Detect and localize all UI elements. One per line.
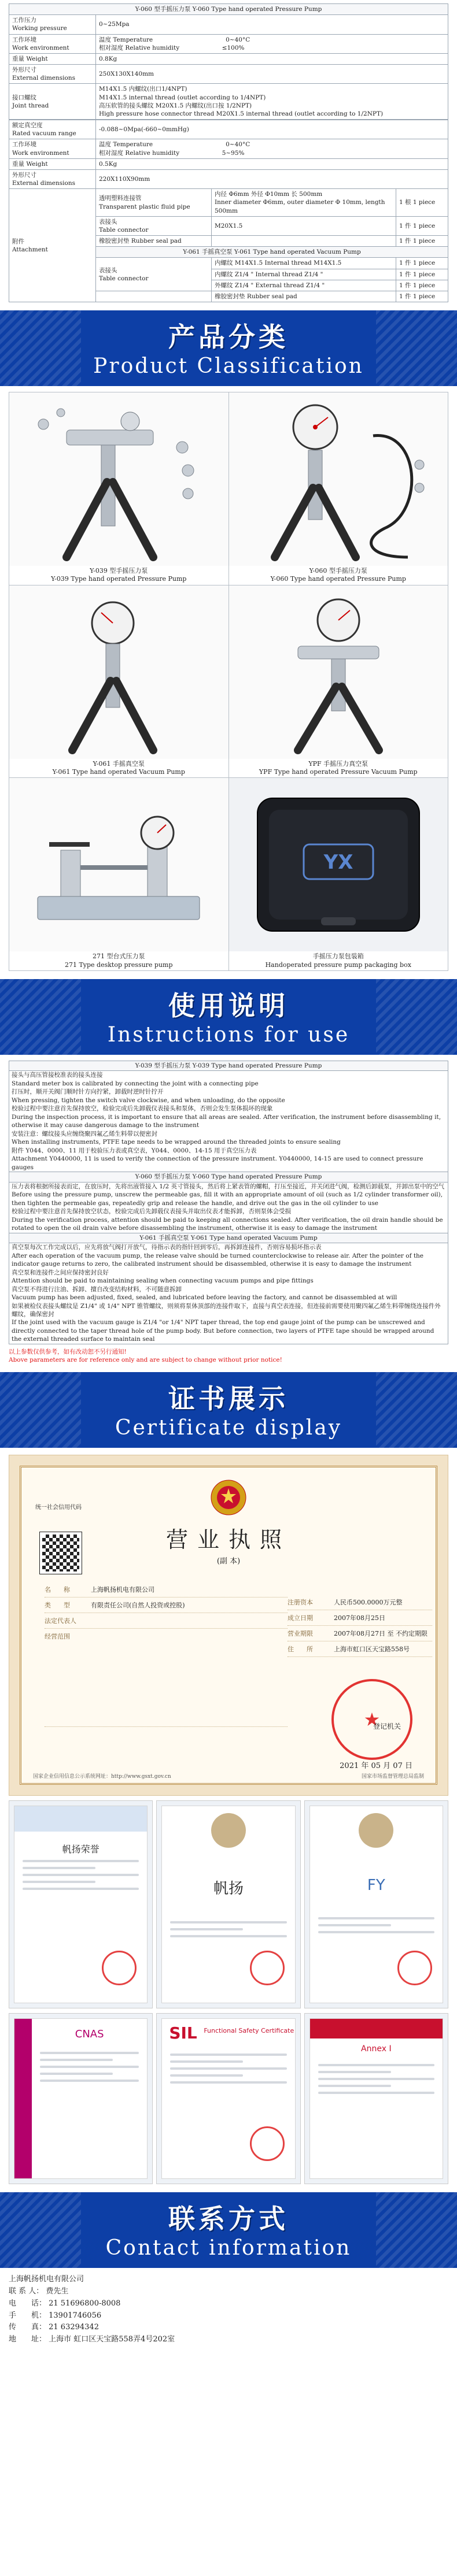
text-line xyxy=(40,2066,139,2068)
license-row xyxy=(45,1629,288,1727)
spec-value: 0.8Kg xyxy=(96,53,448,64)
stamp-icon xyxy=(102,1951,137,1985)
spec-y060-table xyxy=(9,3,448,120)
attachment-qty: 1 件 1 piece xyxy=(396,269,448,280)
instructions-text: 接头与高压管接校准表的接头连接 Standard meter box is calibrated by connecting the joint with a connecting pipe 打压时，顺开关阀门顺时针方向拧紧，卸载时逆时针拧开 When pressing, tighten the switch valve clockwise, and when unloading, do the opposite 校验过程中要注意首先保持放空，检验完成后先卸载仪表接头和泵体，否则会发生泵体损坏的现象 During the inspection process, it is important to ensure that all areas are sealed. After verification, the instrument before disassembling it, otherwise it may cause dangerous damage to the instrument 安装注意：螺纹接头应缠绕聚四氟乙烯生料带以便密封 When installing instruments, PTFE tape needs to be wrapped around the threaded joints to ensure sealing 附件 Y044、0000、11 用于校验压力表或真空表，Y044、0000、14-15 用于真空压力表 Attachment Y0440000, 11 is used to verify the connection of the pressure instrument. Y0440000, 14-15 are used to connect pressure gauges xyxy=(12,1072,441,1171)
text-line xyxy=(170,2074,243,2077)
table-row xyxy=(9,169,448,188)
contact-address: 地 址： 上海市 虹口区天宝路558弄4号202室 xyxy=(9,2335,175,2344)
license-value: 2007年08月25日 xyxy=(334,1614,385,1622)
license-rows xyxy=(45,1582,288,1727)
license-title: 营业执照 xyxy=(165,1527,291,1553)
pump-illustration-icon xyxy=(14,781,223,948)
certificate-card xyxy=(304,1800,448,2008)
product-image-box xyxy=(229,778,448,951)
certificate-document xyxy=(309,2018,443,2179)
product-caption: Y-039 型手摇压力泵 Y-039 Type hand operated Pressure Pump xyxy=(51,567,187,583)
text-line xyxy=(40,2080,139,2082)
license-key: 名 称 xyxy=(45,1586,70,1594)
banner-title-cn: 使用说明 xyxy=(168,989,289,1021)
license-key: 成立日期 xyxy=(288,1614,313,1622)
attachment-label: 附件 Attachment xyxy=(9,189,96,302)
text-line xyxy=(23,1874,139,1876)
license-key: 住 所 xyxy=(288,1645,313,1654)
contact-mobile: 手 机： 13901746056 xyxy=(9,2311,102,2320)
license-value: 人民币500.0000万元整 xyxy=(334,1599,403,1607)
certificate-row-1 xyxy=(9,1800,448,2008)
license-row xyxy=(288,1610,432,1626)
spec-value: 温度 Temperature 0~40°C 相对湿度 Relative humidity 5~95% xyxy=(96,139,448,158)
product-image-ypf xyxy=(229,585,448,759)
attachment-desc: 外螺纹 Z1/4 " External thread Z1/4 " xyxy=(212,280,396,291)
certificate-card xyxy=(156,1800,300,2008)
attachment-qty: 1 件 1 piece xyxy=(396,291,448,302)
spec-value: 0~25Mpa xyxy=(96,15,448,34)
table-row xyxy=(9,15,448,34)
license-row xyxy=(288,1626,432,1641)
instructions-text: 真空泵每次工作完成以后，应先将放气阀打开放气，待指示表的指针回到零后，再拆卸连接件，否则容易损坏指示表 After each operation of the vacuum pump, the release valve should be turned counterclockwise to release air. After the pointer of the indicator gauge returns to zero, the calibrated instrument should be disassembled, otherwise it is easy to damage the instrument 真空泵和连接件之间应保持密封良好 Attention should be paid to maintaining sealing when connecting vacuum pumps and pipe fittings 真空泵不得进行注油、拆卸、擅自改变结构材料，不可随意拆卸 Vacuum pump has been adjusted, fixed, sealed, and lubricated before leaving the factory, and cannot be disassembled at will 如果被检仪表接头螺纹是 Z1/4" 或 1/4" NPT 锥管螺纹，则须将泵体顶部的连接件取下，直接与真空表连接，但连接前需要使用聚四氟乙烯生料带缠绕连接件外螺纹，确保密封 If the joint used with the vacuum gauge is Z1/4 "or 1/4" NPT taper thread, the top end gauge joint of the pump can be unscrewed and directly connected to the taper thread hole of the pump body. But before connection, two layers of PTFE tape should be wrapped around the external threaded surface to maintain seal xyxy=(12,1244,441,1343)
spec-value: M14X1.5 内螺纹(出口1/4NPT) M14X1.5 internal thread (outlet according to 1/4NPT) 高压软管的接头螺纹 M20X1.5 内螺纹(出口按 1/2NPT) High pressure hose connector thread M20X1.5 internal thread (outlet according to 1/2NPT) xyxy=(96,84,448,120)
product-card-ypf xyxy=(229,585,449,779)
certificate-card xyxy=(304,2013,448,2184)
text-line xyxy=(170,1921,286,1923)
license-key: 注册资本 xyxy=(288,1599,313,1607)
license-key: 营业期限 xyxy=(288,1630,313,1638)
text-line xyxy=(318,2071,391,2073)
table-row xyxy=(9,139,448,158)
contact-info xyxy=(9,2274,448,2346)
attachment-name xyxy=(96,291,212,302)
attachment-desc: M20X1.5 xyxy=(212,216,396,235)
stamp-icon xyxy=(250,2126,285,2161)
certificate-header xyxy=(14,1806,147,1832)
attachment-desc xyxy=(212,236,396,247)
license-row xyxy=(45,1613,288,1629)
license-value: 上海市虹口区天宝路558号 xyxy=(334,1645,410,1654)
pump-illustration-icon xyxy=(14,588,223,756)
certificate-document xyxy=(14,1806,148,2003)
spec-value: 250X130X140mm xyxy=(96,65,448,84)
attachment-name: 透明塑料连接管 Transparent plastic fluid pipe xyxy=(96,189,212,217)
product-grid xyxy=(9,392,448,971)
business-license-frame xyxy=(9,1455,448,1796)
banner-certificate xyxy=(0,1372,457,1448)
pump-illustration-icon xyxy=(14,395,223,563)
spec-value: 0.5Kg xyxy=(96,158,448,169)
spec-label: 接口螺纹 Joint thread xyxy=(9,84,96,120)
table-row xyxy=(9,84,448,120)
certificate-card xyxy=(9,1800,153,2008)
text-line xyxy=(23,1867,95,1869)
product-image-271 xyxy=(9,778,228,951)
spec-label: 重量 Weight xyxy=(9,158,96,169)
license-key: 类 型 xyxy=(45,1602,70,1610)
credit-code-label: 统一社会信用代码 xyxy=(35,1504,82,1511)
attachment-desc: 内螺纹 Z1/4 " Internal thread Z1/4 " xyxy=(212,269,396,280)
license-footer-left: 国家企业信用信息公示系统网址：http://www.gsxt.gov.cn xyxy=(33,1774,171,1780)
certificate-label: 帆扬 xyxy=(213,1880,244,1898)
attachment-qty: 1 根 1 piece xyxy=(396,189,448,217)
attachment-desc: 内径 Φ6mm 外径 Φ10mm 长 500mm Inner diameter Φ6mm, outer diameter Φ 10mm, length 500mm xyxy=(212,189,396,217)
spec-label: 工作压力 Working pressure xyxy=(9,15,96,34)
license-footer xyxy=(21,1772,436,1780)
license-date: 2021 年 05 月 07 日 xyxy=(340,1762,412,1771)
instructions-box xyxy=(9,1061,448,1344)
instructions-text: 压力表将根据所接表而定，在放压时，先将出液管接入 1/2 英寸管接头，然后将上紧表管的螺帽，打压至接近，并关闭进气阀，检测后卸载泵，并卸出泵中的空气 Before using the pressure pump, unscrew the permeable gas, fill it with an appropriate amount of oil (such as 1/2 cylinder transformer oil), then tighten the permeable gas, repeatedly grip and release the handle, and drive out the gas in the oil cylinder to use 校验过程中要注意首先保持放空状态，校验完成后先卸载仪表接头并取出仪表才能拆卸，否则泵体会受损 During the verification process, attention should be paid to keeping all connections sealed. After verification, the oil drain handle should be rotated to open the oil drain valve before disassembling the instrument, otherwise it is easy to damage the instrument xyxy=(12,1183,445,1232)
table-row xyxy=(9,120,448,139)
license-row xyxy=(288,1641,432,1657)
license-value: 2007年08月27日 至 不约定期限 xyxy=(334,1630,427,1638)
certificate-row-2 xyxy=(9,2013,448,2184)
certificate-label: 帆扬荣誉 xyxy=(62,1844,99,1855)
attachment-qty: 1 件 1 piece xyxy=(396,258,448,269)
certificate-sublabel: Functional Safety Certificate xyxy=(204,2027,294,2035)
spec-label: 重量 Weight xyxy=(9,53,96,64)
license-row xyxy=(45,1582,288,1598)
instructions-heading: Y-039 型手摇压力泵 Y-039 Type hand operated Pressure Pump xyxy=(9,1061,448,1071)
product-card-y039 xyxy=(9,392,229,585)
spec-y061-section xyxy=(0,120,457,302)
spec-label: 外形尺寸 External dimensions xyxy=(9,169,96,188)
spec-label: 工作环境 Work environment xyxy=(9,34,96,53)
text-line xyxy=(170,2067,286,2070)
product-card-y061 xyxy=(9,585,229,779)
license-key: 法定代表人 xyxy=(45,1617,76,1625)
certificate-document xyxy=(14,2018,148,2179)
license-authority: 登记机关 xyxy=(373,1722,401,1731)
text-line xyxy=(318,1924,391,1926)
license-subtitle: (副 本) xyxy=(216,1557,241,1566)
product-caption: 271 型台式压力泵 271 Type desktop pressure pump xyxy=(64,952,173,969)
certificate-label: FY xyxy=(367,1877,385,1895)
product-image-y039 xyxy=(9,392,228,566)
text-line xyxy=(23,1860,139,1862)
license-row xyxy=(288,1595,432,1610)
attachment-name: 表接头 Table connector xyxy=(96,258,212,291)
certificate-document xyxy=(161,1806,295,2003)
certificate-header xyxy=(310,2019,443,2038)
license-row xyxy=(45,1598,288,1613)
text-line xyxy=(170,2081,286,2084)
attachment-qty: 1 件 1 piece xyxy=(396,236,448,247)
text-line xyxy=(40,2073,113,2075)
table-row xyxy=(9,158,448,169)
banner-title-en: Contact information xyxy=(105,2236,352,2260)
notice-text: 以上参数仅供参考，如有改动恕不另行通知! Above parameters are for reference only and are subject to change without prior notice! xyxy=(9,1348,282,1364)
banner-title-cn: 联系方式 xyxy=(168,2203,289,2235)
spec-label: 工作环境 Work environment xyxy=(9,139,96,158)
spec-value: 220X110X90mm xyxy=(96,169,448,188)
text-line xyxy=(170,1928,243,1930)
trademark-emblem-icon xyxy=(211,1813,246,1848)
certificate-card xyxy=(9,2013,153,2184)
spec-label: 额定真空度 Rated vacuum range xyxy=(9,120,96,139)
table-row xyxy=(9,53,448,64)
contact-phone: 电 话： 21 51696800-8008 xyxy=(9,2299,121,2308)
certificate-side-bar xyxy=(14,2019,32,2178)
stamp-icon xyxy=(397,1951,432,1985)
qr-code-icon xyxy=(40,1532,82,1574)
red-seal-icon: ★ xyxy=(331,1679,412,1760)
text-line xyxy=(170,2060,243,2063)
product-caption: Y-061 手摇真空泵 Y-061 Type hand operated Vacuum Pump xyxy=(52,759,185,776)
text-line xyxy=(318,1917,434,1919)
text-line xyxy=(318,2085,391,2087)
contact-person: 联 系 人： 费先生 xyxy=(9,2287,69,2296)
attachment-name: 橡胶密封垫 Rubber seal pad xyxy=(96,236,212,247)
text-line xyxy=(170,1935,286,1937)
certificate-document xyxy=(161,2018,295,2179)
product-caption: YPF 手摇压力真空泵 YPF Type hand operated Pressure Vacuum Pump xyxy=(259,759,418,776)
banner-contact xyxy=(0,2192,457,2268)
text-line xyxy=(23,1881,95,1883)
banner-title-en: Product Classification xyxy=(93,354,364,379)
certificate-label: CNAS xyxy=(75,2028,104,2041)
spec-subtitle: Y-061 手摇真空泵 Y-061 Type hand operated Vacuum Pump xyxy=(96,247,448,258)
attachment-desc: 内螺纹 M14X1.5 Internal thread M14X1.5 xyxy=(212,258,396,269)
contact-fax: 传 真： 21 63294342 xyxy=(9,2323,99,2332)
banner-title-cn: 产品分类 xyxy=(168,321,289,353)
spec-label: 外形尺寸 External dimensions xyxy=(9,65,96,84)
certificate-label: SIL xyxy=(169,2023,197,2043)
spec-y061-table xyxy=(9,120,448,302)
text-line xyxy=(318,2064,434,2066)
stamp-icon xyxy=(250,1951,285,1985)
banner-title-cn: 证书展示 xyxy=(168,1383,289,1415)
text-line xyxy=(40,2052,139,2054)
license-value: 上海帆扬机电有限公司 xyxy=(91,1586,154,1594)
instructions-heading: Y-060 型手摇压力泵 Y-060 Type hand operated Pressure Pump xyxy=(9,1172,448,1182)
pump-illustration-icon xyxy=(234,588,443,756)
license-value: 有限责任公司(自然人投资或控股) xyxy=(91,1602,185,1610)
product-image-y060 xyxy=(229,392,448,566)
product-card-y060 xyxy=(229,392,449,585)
certificate-document xyxy=(309,1806,443,2003)
product-card-271 xyxy=(9,778,229,971)
table-row xyxy=(9,65,448,84)
instructions-heading: Y-061 手摇真空泵 Y-061 Type hand operated Vacuum Pump xyxy=(9,1233,448,1243)
attachment-desc: 橡胶密封垫 Rubber seal pad xyxy=(212,291,396,302)
text-line xyxy=(23,1888,139,1890)
pump-illustration-icon xyxy=(234,395,443,563)
text-line xyxy=(40,2059,113,2061)
product-caption: 手摇压力泵包装箱 Handoperated pressure pump packaging box xyxy=(265,952,411,969)
trademark-emblem-icon xyxy=(359,1813,393,1848)
banner-title-en: Certificate display xyxy=(115,1416,342,1440)
product-caption: Y-060 型手摇压力泵 Y-060 Type hand operated Pressure Pump xyxy=(270,567,406,583)
spec-y060-title: Y-060 型手摇压力泵 Y-060 Type hand operated Pressure Pump xyxy=(9,4,448,15)
text-line xyxy=(318,2092,434,2094)
text-line xyxy=(318,2078,434,2080)
license-key: 经营范围 xyxy=(45,1633,70,1641)
table-row xyxy=(9,34,448,53)
certificate-label: Annex I xyxy=(361,2044,392,2054)
banner-title-en: Instructions for use xyxy=(107,1022,350,1047)
spec-value: 温度 Temperature 0~40°C 相对湿度 Relative humidity ≤100% xyxy=(96,34,448,53)
license-right-rows xyxy=(288,1595,432,1657)
business-license xyxy=(20,1466,437,1785)
national-emblem-icon xyxy=(210,1479,247,1516)
license-footer-right: 国家市场监督管理总局监制 xyxy=(361,1774,424,1780)
company-name: 上海帆扬机电有限公司 xyxy=(9,2275,84,2284)
table-row xyxy=(9,189,448,217)
spec-y060-section xyxy=(0,0,457,120)
banner-instructions xyxy=(0,979,457,1055)
banner-product-classification xyxy=(0,310,457,386)
certificate-card xyxy=(156,2013,300,2184)
product-image-y061 xyxy=(9,585,228,759)
case-logo: YX xyxy=(323,851,353,874)
text-line xyxy=(318,1931,434,1933)
attachment-name: 表接头 Table connector xyxy=(96,216,212,235)
attachment-qty: 1 件 1 piece xyxy=(396,216,448,235)
text-line xyxy=(170,2054,286,2056)
carry-case-icon xyxy=(234,781,443,948)
product-card-box xyxy=(229,778,449,971)
attachment-qty: 1 件 1 piece xyxy=(396,280,448,291)
spec-value: -0.088~0Mpa(-660~0mmHg) xyxy=(96,120,448,139)
